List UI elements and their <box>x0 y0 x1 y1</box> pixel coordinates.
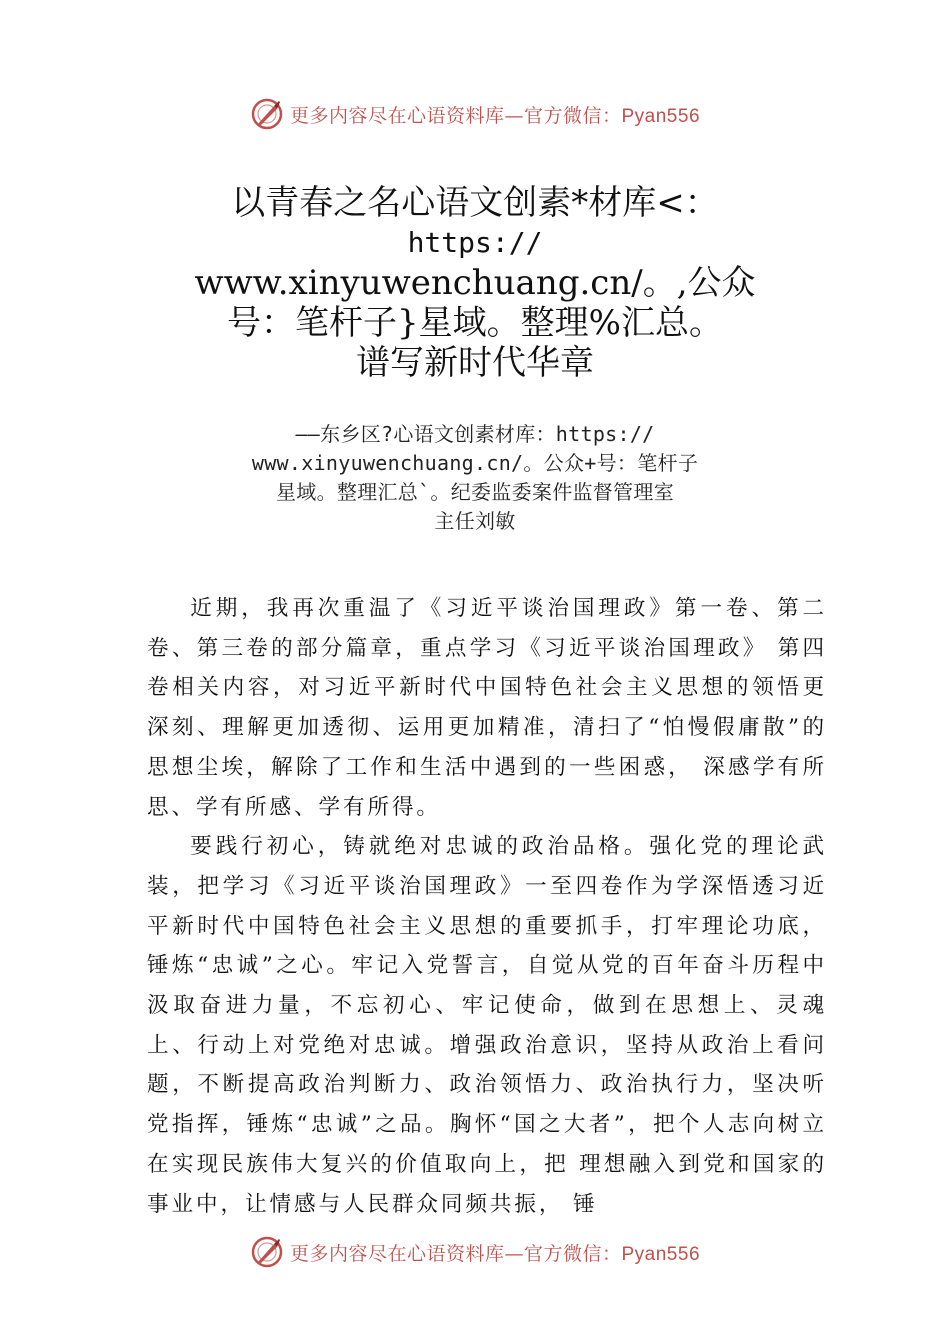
wechat-handle: Pyan556 <box>621 1243 701 1265</box>
body-paragraph-2: 要践行初心，铸就绝对忠诚的政治品格。强化党的理论武装，把学习《习近平谈治国理政》一至四卷作为学深悟透习近平新时代中国特色社会主义思想的重要抓手，打牢理论功底，锤炼“忠诚”之心。牢记入党誓言，自觉从党的百年奋斗历程中汲取奋进力量，不忘初心、牢记使命，做到在思想上、灵魂上、行动上对党绝对忠诚。增强政治意识，坚持从政治上看问题，不断提高政治判断力、政治领悟力、政治执行力，坚决听党指挥，锤炼“忠诚”之品。胸怀“国之大者”，把个人志向树立在实现民族伟大复兴的价值取向上，把 理想融入到党和国家的事业中，让情感与人民群众同频共振， 锤 <box>147 834 827 1217</box>
document-body <box>147 589 827 1224</box>
title-line-1: 以青春之名心语文创素*材库<： <box>231 183 719 223</box>
watermark-text: 更多内容尽在心语资料库—官方微信：Pyan556 <box>289 104 701 127</box>
header-watermark-banner <box>0 94 950 134</box>
title-line-3: www.xinyuwenchuang.cn/。,公众 <box>194 263 756 303</box>
body-paragraph-1: 近期，我再次重温了《习近平谈治国理政》第一卷、第二卷、第三卷的部分篇章，重点学习《习近平谈治国理政》 第四卷相关内容，对习近平新时代中国特色社会主义思想的领悟更深刻、理解更加透彻、运用更加精准，清扫了“怕慢假庸散”的思想尘埃，解除了工作和生活中遇到的一些困惑， 深感学有所思、学有所感、学有所得。 <box>147 596 827 820</box>
byline-line-4: 主任刘敏 <box>434 509 516 533</box>
wechat-handle: Pyan556 <box>621 105 701 127</box>
document-title <box>150 183 800 383</box>
title-line-5: 谱写新时代华章 <box>356 343 594 383</box>
byline-line-3: 星域。整理汇总`。纪委监委案件监督管理室 <box>275 480 675 504</box>
watermark-text: 更多内容尽在心语资料库—官方微信：Pyan556 <box>289 1242 701 1265</box>
quill-circle-logo-icon <box>250 1235 284 1269</box>
title-line-4: 号：笔杆子}星域。整理%汇总。 <box>227 303 723 343</box>
author-byline <box>215 420 735 536</box>
footer-watermark-banner <box>0 1232 950 1272</box>
byline-line-1: ——东乡区?心语文创素材库：https:// <box>295 422 655 446</box>
title-line-2: https:// <box>407 226 543 259</box>
quill-circle-logo-icon <box>250 97 284 131</box>
byline-line-2: www.xinyuwenchuang.cn/。公众+号：笔杆子 <box>251 451 699 475</box>
